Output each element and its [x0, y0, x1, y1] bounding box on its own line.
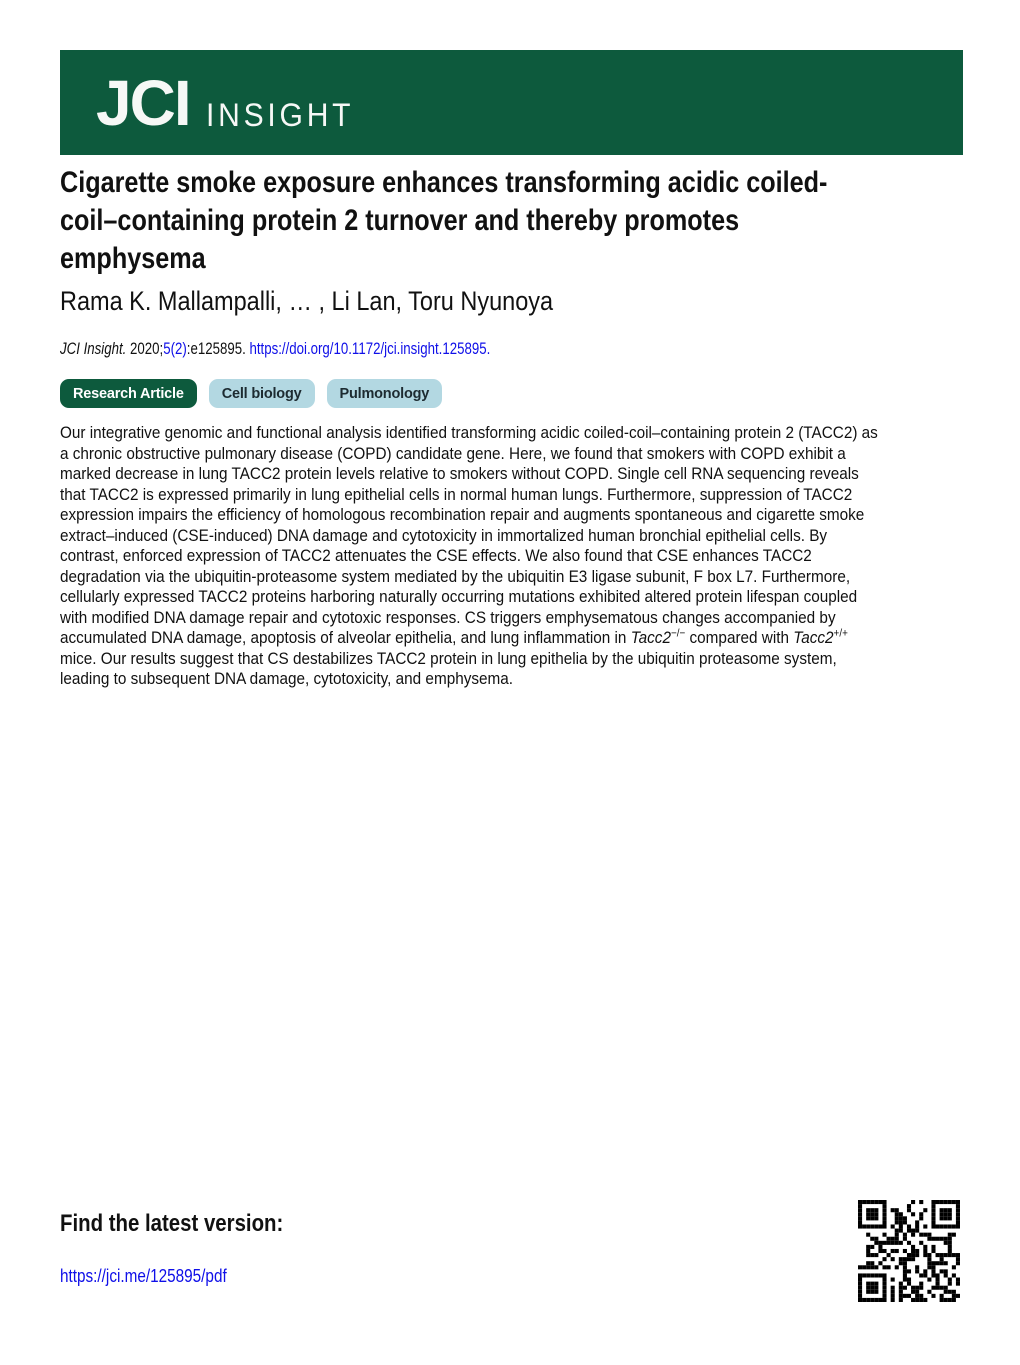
text-segment: extract–induced (CSE-induced) DNA damage and cytotoxicity in immortalized human bronchial epithelial cells. By	[60, 525, 828, 545]
abstract-line	[60, 628, 878, 649]
qr-code	[858, 1200, 960, 1302]
text-segment: with modified DNA damage repair and cytotoxic responses. CS triggers emphysematous changes accompanied by	[60, 607, 836, 627]
find-latest-heading: Find the latest version:	[60, 1210, 284, 1237]
title-line: coil–containing protein 2 turnover and thereby promotes	[60, 204, 740, 237]
abstract-line	[60, 649, 878, 670]
abstract-line	[60, 444, 878, 465]
text-segment: JCI Insight.	[60, 339, 127, 358]
badge-row	[60, 379, 442, 408]
abstract-line	[60, 567, 878, 588]
text-segment: that TACC2 is expressed primarily in lung epithelial cells in normal human lungs. Furthermore, suppression of TACC2	[60, 484, 853, 504]
citation-line	[60, 339, 490, 359]
text-segment: Tacc2	[793, 628, 834, 647]
abstract-line	[60, 485, 878, 506]
text-segment: :e125895.	[186, 339, 250, 358]
authors-line: Rama K. Mallampalli, … , Li Lan, Toru Nyunoya	[60, 286, 554, 316]
badge-research-article[interactable]: Research Article	[60, 379, 197, 408]
abstract-line	[60, 608, 878, 629]
article-title	[60, 164, 974, 278]
text-segment: Our integrative genomic and functional analysis identified transforming acidic coiled-coil–containing protein 2 (TACC2) as	[60, 423, 878, 442]
abstract-line	[60, 587, 878, 608]
text-segment: a chronic obstructive pulmonary disease (COPD) candidate gene. Here, we found that smokers with COPD exhibit a	[60, 443, 846, 463]
text-segment: expression impairs the efficiency of homologous recombination repair and augments spontaneous and cigarette smoke	[60, 505, 865, 524]
text-segment: accumulated DNA damage, apoptosis of alveolar epithelia, and lung inflammation in	[60, 628, 631, 647]
text-segment: 2020;	[126, 339, 164, 358]
insight-logo: insight	[205, 83, 354, 136]
abstract-line	[60, 423, 878, 444]
inline-link[interactable]: 5(2)	[163, 339, 187, 358]
jci-insight-banner	[60, 50, 963, 155]
pdf-link[interactable]: https://jci.me/125895/pdf	[60, 1266, 227, 1286]
text-segment: degradation via the ubiquitin-proteasome system mediated by the ubiquitin E3 ligase subunit, F box L7. Furthermore,	[60, 566, 851, 586]
abstract-line	[60, 526, 878, 547]
text-segment: mice. Our results suggest that CS destabilizes TACC2 protein in lung epithelia by the ubiquitin proteasome system,	[60, 648, 837, 668]
text-segment: compared with	[685, 628, 794, 647]
abstract-line	[60, 464, 878, 485]
inline-link[interactable]: https://doi.org/10.1172/jci.insight.125895.	[249, 339, 491, 358]
abstract-line	[60, 669, 878, 690]
abstract-line	[60, 546, 878, 567]
badge-cell-biology[interactable]: Cell biology	[209, 379, 315, 408]
text-segment: leading to subsequent DNA damage, cytotoxicity, and emphysema.	[60, 669, 514, 688]
badge-pulmonology[interactable]: Pulmonology	[327, 379, 443, 408]
title-line: emphysema	[60, 242, 206, 275]
text-segment: +/+	[833, 627, 848, 640]
title-line: Cigarette smoke exposure enhances transforming acidic coiled-	[60, 166, 828, 199]
text-segment: marked decrease in lung TACC2 protein levels relative to smokers without COPD. Single cell RNA sequencing reveals	[60, 464, 859, 483]
abstract-text	[60, 423, 969, 690]
text-segment: cellularly expressed TACC2 proteins harboring naturally occurring mutations exhibited altered protein lifespan coupled	[60, 587, 858, 606]
jci-logo: JCI	[96, 66, 190, 139]
text-segment: −/−	[670, 627, 686, 640]
text-segment: Tacc2	[630, 628, 671, 647]
abstract-line	[60, 505, 878, 526]
text-segment: contrast, enforced expression of TACC2 attenuates the CSE effects. We also found that CSE enhances TACC2	[60, 546, 812, 565]
